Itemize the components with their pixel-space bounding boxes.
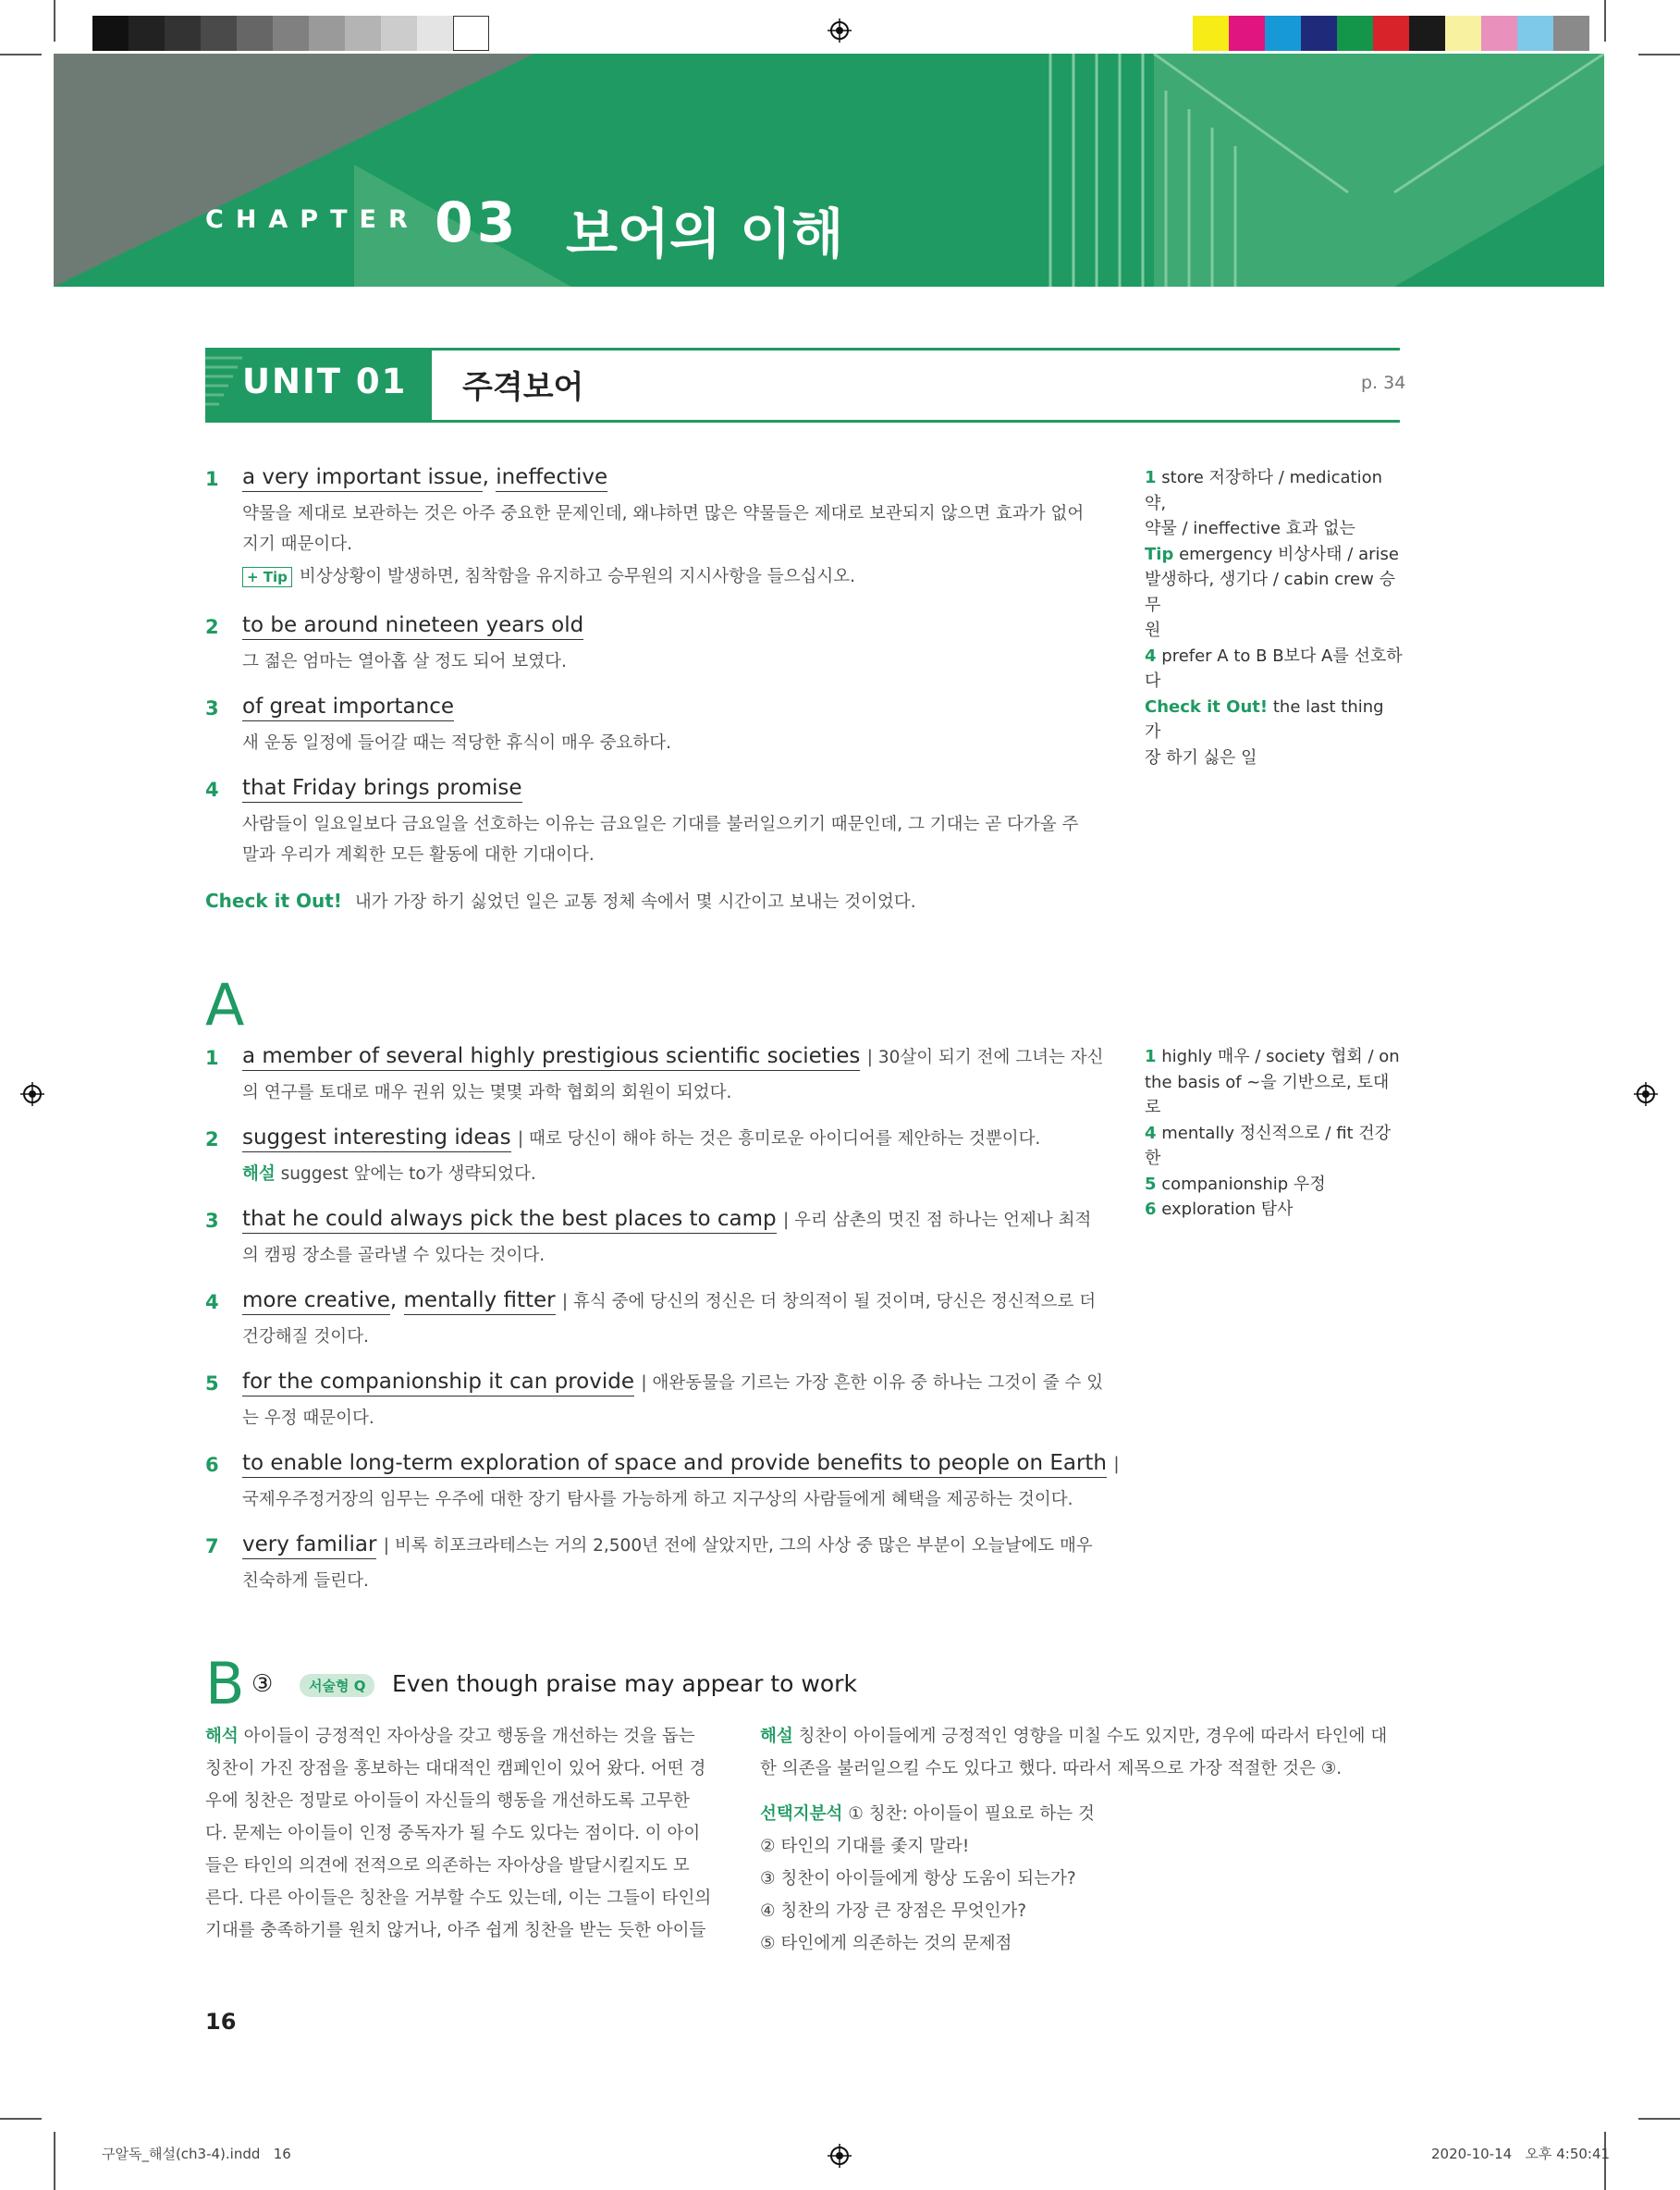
registration-mark-icon: [828, 2144, 852, 2168]
swatch: [1481, 16, 1517, 51]
swatch: [381, 16, 417, 51]
tip-badge: + Tip: [242, 567, 292, 587]
item-number: 1: [205, 1047, 219, 1069]
translation: 약물을 제대로 보관하는 것은 아주 중요한 문제인데, 왜냐하면 많은 약물들은 제대로 보관되지 않으면 효과가 없어: [242, 504, 1085, 523]
paragraph-line: 다. 문제는 아이들이 인정 중독자가 될 수도 있다는 점이다. 이 아이: [205, 1824, 701, 1843]
answer-part: of great importance: [242, 695, 454, 721]
crop-mark: [1604, 0, 1606, 42]
explanation-text: suggest 앞에는 to가 생략되었다.: [280, 1164, 536, 1184]
swatch: [1193, 16, 1229, 51]
choice: ③ 칭찬이 아이들에게 항상 도움이 되는가?: [760, 1869, 1076, 1889]
translation: 우리 삼촌의 멋진 점 하나는 언제나 최적: [794, 1211, 1092, 1230]
crop-mark: [54, 2132, 55, 2190]
answer-part: to be around nineteen years old: [242, 613, 583, 640]
vocab-line: emergency 비상사태 / arise: [1179, 544, 1399, 564]
crop-mark: [54, 0, 55, 42]
paragraph-line: 른다. 다른 아이들은 칭찬을 거부할 수도 있는데, 이는 그들이 타인의: [205, 1889, 712, 1908]
answer: [242, 465, 607, 489]
chapter-title: 보어의 이해: [566, 203, 844, 265]
crop-mark: [0, 2118, 42, 2120]
registration-mark-icon: [1634, 1082, 1658, 1106]
item-number: 2: [205, 1128, 219, 1150]
translation: 사람들이 일요일보다 금요일을 선호하는 이유는 금요일은 기대를 불러일으키기 때문인데, 그 기대는 곧 다가올 주: [242, 815, 1079, 834]
answer-part: a very important issue: [242, 465, 483, 492]
vocab-line: 원: [1145, 621, 1161, 640]
vocab-num: 4: [1145, 646, 1157, 666]
swatch: [417, 16, 453, 51]
vocab-num: 1: [1145, 1047, 1157, 1066]
vocab-num: 1: [1145, 468, 1157, 487]
translation: 지기 때문이다.: [242, 535, 352, 554]
answer-mark: ③: [251, 1670, 274, 1698]
paragraph-line: 기대를 충족하기를 원치 않거나, 아주 쉽게 칭찬을 받는 듯한 아이들: [205, 1921, 706, 1940]
check-it-out-label: Check it Out!: [205, 890, 342, 912]
explanation-label: 해설: [760, 1727, 793, 1746]
answer-sep: ,: [389, 1288, 404, 1312]
answer-sep: ,: [482, 465, 497, 489]
swatch: [1301, 16, 1337, 51]
item-number: 3: [205, 1210, 219, 1232]
vocab-line: 발생하다, 생기다 / cabin crew 승무: [1145, 570, 1395, 615]
translation: 의 연구를 토대로 매우 권위 있는 몇몇 과학 협회의 회원이 되었다.: [242, 1083, 732, 1102]
chapter-label: CHAPTER: [205, 205, 420, 234]
translation: 의 캠핑 장소를 골라낼 수 있다는 것이다.: [242, 1246, 546, 1265]
unit-bottom-rule: [205, 420, 1400, 423]
answer-part: that he could always pick the best places to camp: [242, 1207, 777, 1234]
item-number: 7: [205, 1535, 219, 1557]
paragraph-line: 칭찬이 아이들에게 긍정적인 영향을 미칠 수도 있지만, 경우에 따라서 타인에 대: [798, 1727, 1388, 1746]
vocab-line: prefer A to B B보다 A를 선호하다: [1145, 646, 1403, 691]
answer-part: a member of several highly prestigious scientific societies: [242, 1044, 860, 1071]
registration-mark-icon: [828, 18, 852, 43]
explanation-label: 해설: [242, 1164, 276, 1184]
vocab-label: Check it Out!: [1145, 696, 1269, 717]
answer: [242, 776, 522, 800]
explanation-paragraph: [760, 1720, 1407, 1785]
item-number: 6: [205, 1454, 219, 1476]
answer-line: to enable long-term exploration of space and provide benefits to people on Earth |: [242, 1451, 1120, 1475]
crop-mark: [0, 54, 42, 55]
choice: ② 타인의 기대를 좇지 말라!: [760, 1837, 970, 1856]
answer-part: very familiar: [242, 1532, 376, 1559]
swatch: [165, 16, 201, 51]
swatch: [1337, 16, 1373, 51]
check-it-out-text: 내가 가장 하기 싫었던 일은 교통 정체 속에서 몇 시간이고 보내는 것이었다.: [354, 892, 916, 912]
vocab-line: companionship 우정: [1161, 1174, 1326, 1194]
translation: 국제우주정거장의 임무는 우주에 대한 장기 탐사를 가능하게 하고 지구상의 사람들에게 혜택을 제공하는 것이다.: [242, 1490, 1073, 1509]
vocab-notes: [1145, 1044, 1404, 1223]
answer-line: more creative, mentally fitter | 휴식 중에 당신의 정신은 더 창의적이 될 것이며, 당신은 정신적으로 더: [242, 1288, 1096, 1312]
item-number: 4: [205, 779, 219, 801]
chapter-number: 03: [435, 191, 520, 255]
essay-q-badge: 서술형 Q: [300, 1674, 374, 1697]
answer-part: ineffective: [496, 465, 607, 492]
choice: ① 칭찬: 아이들이 필요로 하는 것: [848, 1804, 1095, 1824]
swatch: [1409, 16, 1445, 51]
vocab-label: Tip: [1145, 544, 1174, 564]
vocab-line: mentally 정신적으로 / fit 건강한: [1145, 1123, 1392, 1168]
translation-paragraph: [205, 1720, 716, 1947]
translation: 30살이 되기 전에 그녀는 자신: [877, 1048, 1104, 1067]
paragraph-line: 우에 칭찬은 정말로 아이들이 자신들의 행동을 개선하도록 고무한: [205, 1791, 690, 1811]
translation-label: 해석: [205, 1727, 239, 1746]
crop-mark: [1638, 54, 1680, 55]
page-number: 16: [205, 2009, 237, 2035]
translation: 그 젊은 엄마는 열아홉 살 정도 되어 보였다.: [242, 652, 567, 671]
swatch: [129, 16, 165, 51]
translation: 는 우정 때문이다.: [242, 1409, 374, 1428]
swatch: [453, 16, 489, 51]
item-number: 5: [205, 1372, 219, 1395]
paragraph-line: 한 의존을 불러일으킬 수도 있다고 했다. 따라서 제목으로 가장 적절한 것은 ③.: [760, 1759, 1343, 1778]
translation: 건강해질 것이다.: [242, 1327, 369, 1347]
section-letter-b: B: [205, 1650, 245, 1717]
page-reference: p. 34: [1361, 373, 1406, 393]
vocab-num: 6: [1145, 1200, 1157, 1219]
swatch: [1265, 16, 1301, 51]
translation: 비록 히포크라테스는 거의 2,500년 전에 살았지만, 그의 사상 중 많은 부분이 오늘날에도 매우: [394, 1536, 1093, 1556]
swatch: [1445, 16, 1481, 51]
item-number: 2: [205, 616, 219, 638]
paragraph-line: 아이들이 긍정적인 자아상을 갖고 행동을 개선하는 것을 돕는: [243, 1727, 695, 1746]
answer-part: that Friday brings promise: [242, 776, 522, 803]
timestamp: 2020-10-14 오후 4:50:41: [1431, 2146, 1611, 2162]
answer-part: mentally fitter: [404, 1288, 556, 1315]
answer-part: to enable long-term exploration of space and provide benefits to people on Earth: [242, 1451, 1107, 1478]
vocab-line: the last thing 가: [1145, 696, 1384, 742]
vocab-num: 5: [1145, 1174, 1157, 1194]
translation: 휴식 중에 당신의 정신은 더 창의적이 될 것이며, 당신은 정신적으로 더: [573, 1292, 1097, 1311]
answer-part: for the companionship it can provide: [242, 1370, 634, 1396]
vocab-notes: [1145, 465, 1404, 770]
translation: 때로 당신이 해야 하는 것은 흥미로운 아이디어를 제안하는 것뿐이다.: [529, 1129, 1041, 1149]
choice-analysis: [760, 1798, 1407, 1960]
swatch: [1553, 16, 1589, 51]
swatch: [201, 16, 237, 51]
swatch: [309, 16, 345, 51]
paragraph-line: 칭찬이 가진 장점을 홍보하는 대대적인 캠페인이 있어 왔다. 어떤 경: [205, 1759, 706, 1778]
answer: [242, 613, 583, 637]
swatch: [273, 16, 309, 51]
explanation: [242, 1158, 536, 1190]
translation: 새 운동 일정에 들어갈 때는 적당한 휴식이 매우 중요하다.: [242, 733, 671, 753]
swatch: [92, 16, 129, 51]
crop-mark: [1638, 2118, 1680, 2120]
paragraph-line: 들은 타인의 의견에 전적으로 의존하는 자아상을 발달시킬지도 모: [205, 1856, 690, 1876]
vocab-line: the basis of ~을 기반으로, 토대로: [1145, 1072, 1390, 1117]
item-number: 3: [205, 697, 219, 720]
swatch: [1373, 16, 1409, 51]
unit-label: UNIT 01: [242, 362, 408, 401]
file-slug: 구알독_해설(ch3-4).indd 16: [102, 2146, 291, 2162]
translation: 말과 우리가 계획한 모든 활동에 대한 기대이다.: [242, 845, 595, 865]
vocab-num: 4: [1145, 1123, 1157, 1143]
tip-text: 비상상황이 발생하면, 침착함을 유지하고 승무원의 지시사항을 들으십시오.: [299, 567, 855, 586]
unit-title: 주격보어: [462, 369, 584, 406]
answer: [242, 695, 454, 719]
translation: 애완동물을 기르는 가장 흔한 이유 중 하나는 그것이 줄 수 있: [652, 1373, 1104, 1393]
swatch: [1229, 16, 1265, 51]
tip-line: [242, 560, 855, 593]
answer-line: very familiar | 비록 히포크라테스는 거의 2,500년 전에 살았지만, 그의 사상 중 많은 부분이 오늘날에도 매우: [242, 1532, 1093, 1556]
answer-part: suggest interesting ideas: [242, 1126, 511, 1152]
swatch: [345, 16, 381, 51]
answer-line: that he could always pick the best places to camp | 우리 삼촌의 멋진 점 하나는 언제나 최적: [242, 1207, 1091, 1231]
choice: ⑤ 타인에게 의존하는 것의 문제점: [760, 1934, 1012, 1953]
vocab-line: exploration 탐사: [1161, 1200, 1294, 1219]
answer-line: for the companionship it can provide | 애완동물을 기르는 가장 흔한 이유 중 하나는 그것이 줄 수 있: [242, 1370, 1103, 1394]
answer-part: more creative: [242, 1288, 390, 1315]
vocab-line: 약물 / ineffective 효과 없는: [1145, 519, 1355, 538]
answer-line: suggest interesting ideas | 때로 당신이 해야 하는 것은 흥미로운 아이디어를 제안하는 것뿐이다.: [242, 1126, 1040, 1150]
swatch: [1517, 16, 1553, 51]
item-number: 4: [205, 1291, 219, 1313]
item-number: 1: [205, 468, 219, 490]
answer-line: a member of several highly prestigious scientific societies | 30살이 되기 전에 그녀는 자신: [242, 1044, 1103, 1068]
swatch: [237, 16, 273, 51]
choice-analysis-label: 선택지분석: [760, 1804, 843, 1824]
translation: 친숙하게 들린다.: [242, 1571, 369, 1591]
check-it-out: [205, 885, 916, 918]
vocab-line: 장 하기 싫은 일: [1145, 747, 1257, 768]
registration-mark-icon: [20, 1082, 44, 1106]
vocab-line: highly 매우 / society 협회 / on: [1161, 1047, 1400, 1066]
vocab-line: store 저장하다 / medication 약,: [1145, 468, 1383, 513]
essay-answer: Even though praise may appear to work: [392, 1670, 857, 1697]
section-letter-a: A: [205, 971, 245, 1039]
choice: ④ 칭찬의 가장 큰 장점은 무엇인가?: [760, 1901, 1027, 1921]
